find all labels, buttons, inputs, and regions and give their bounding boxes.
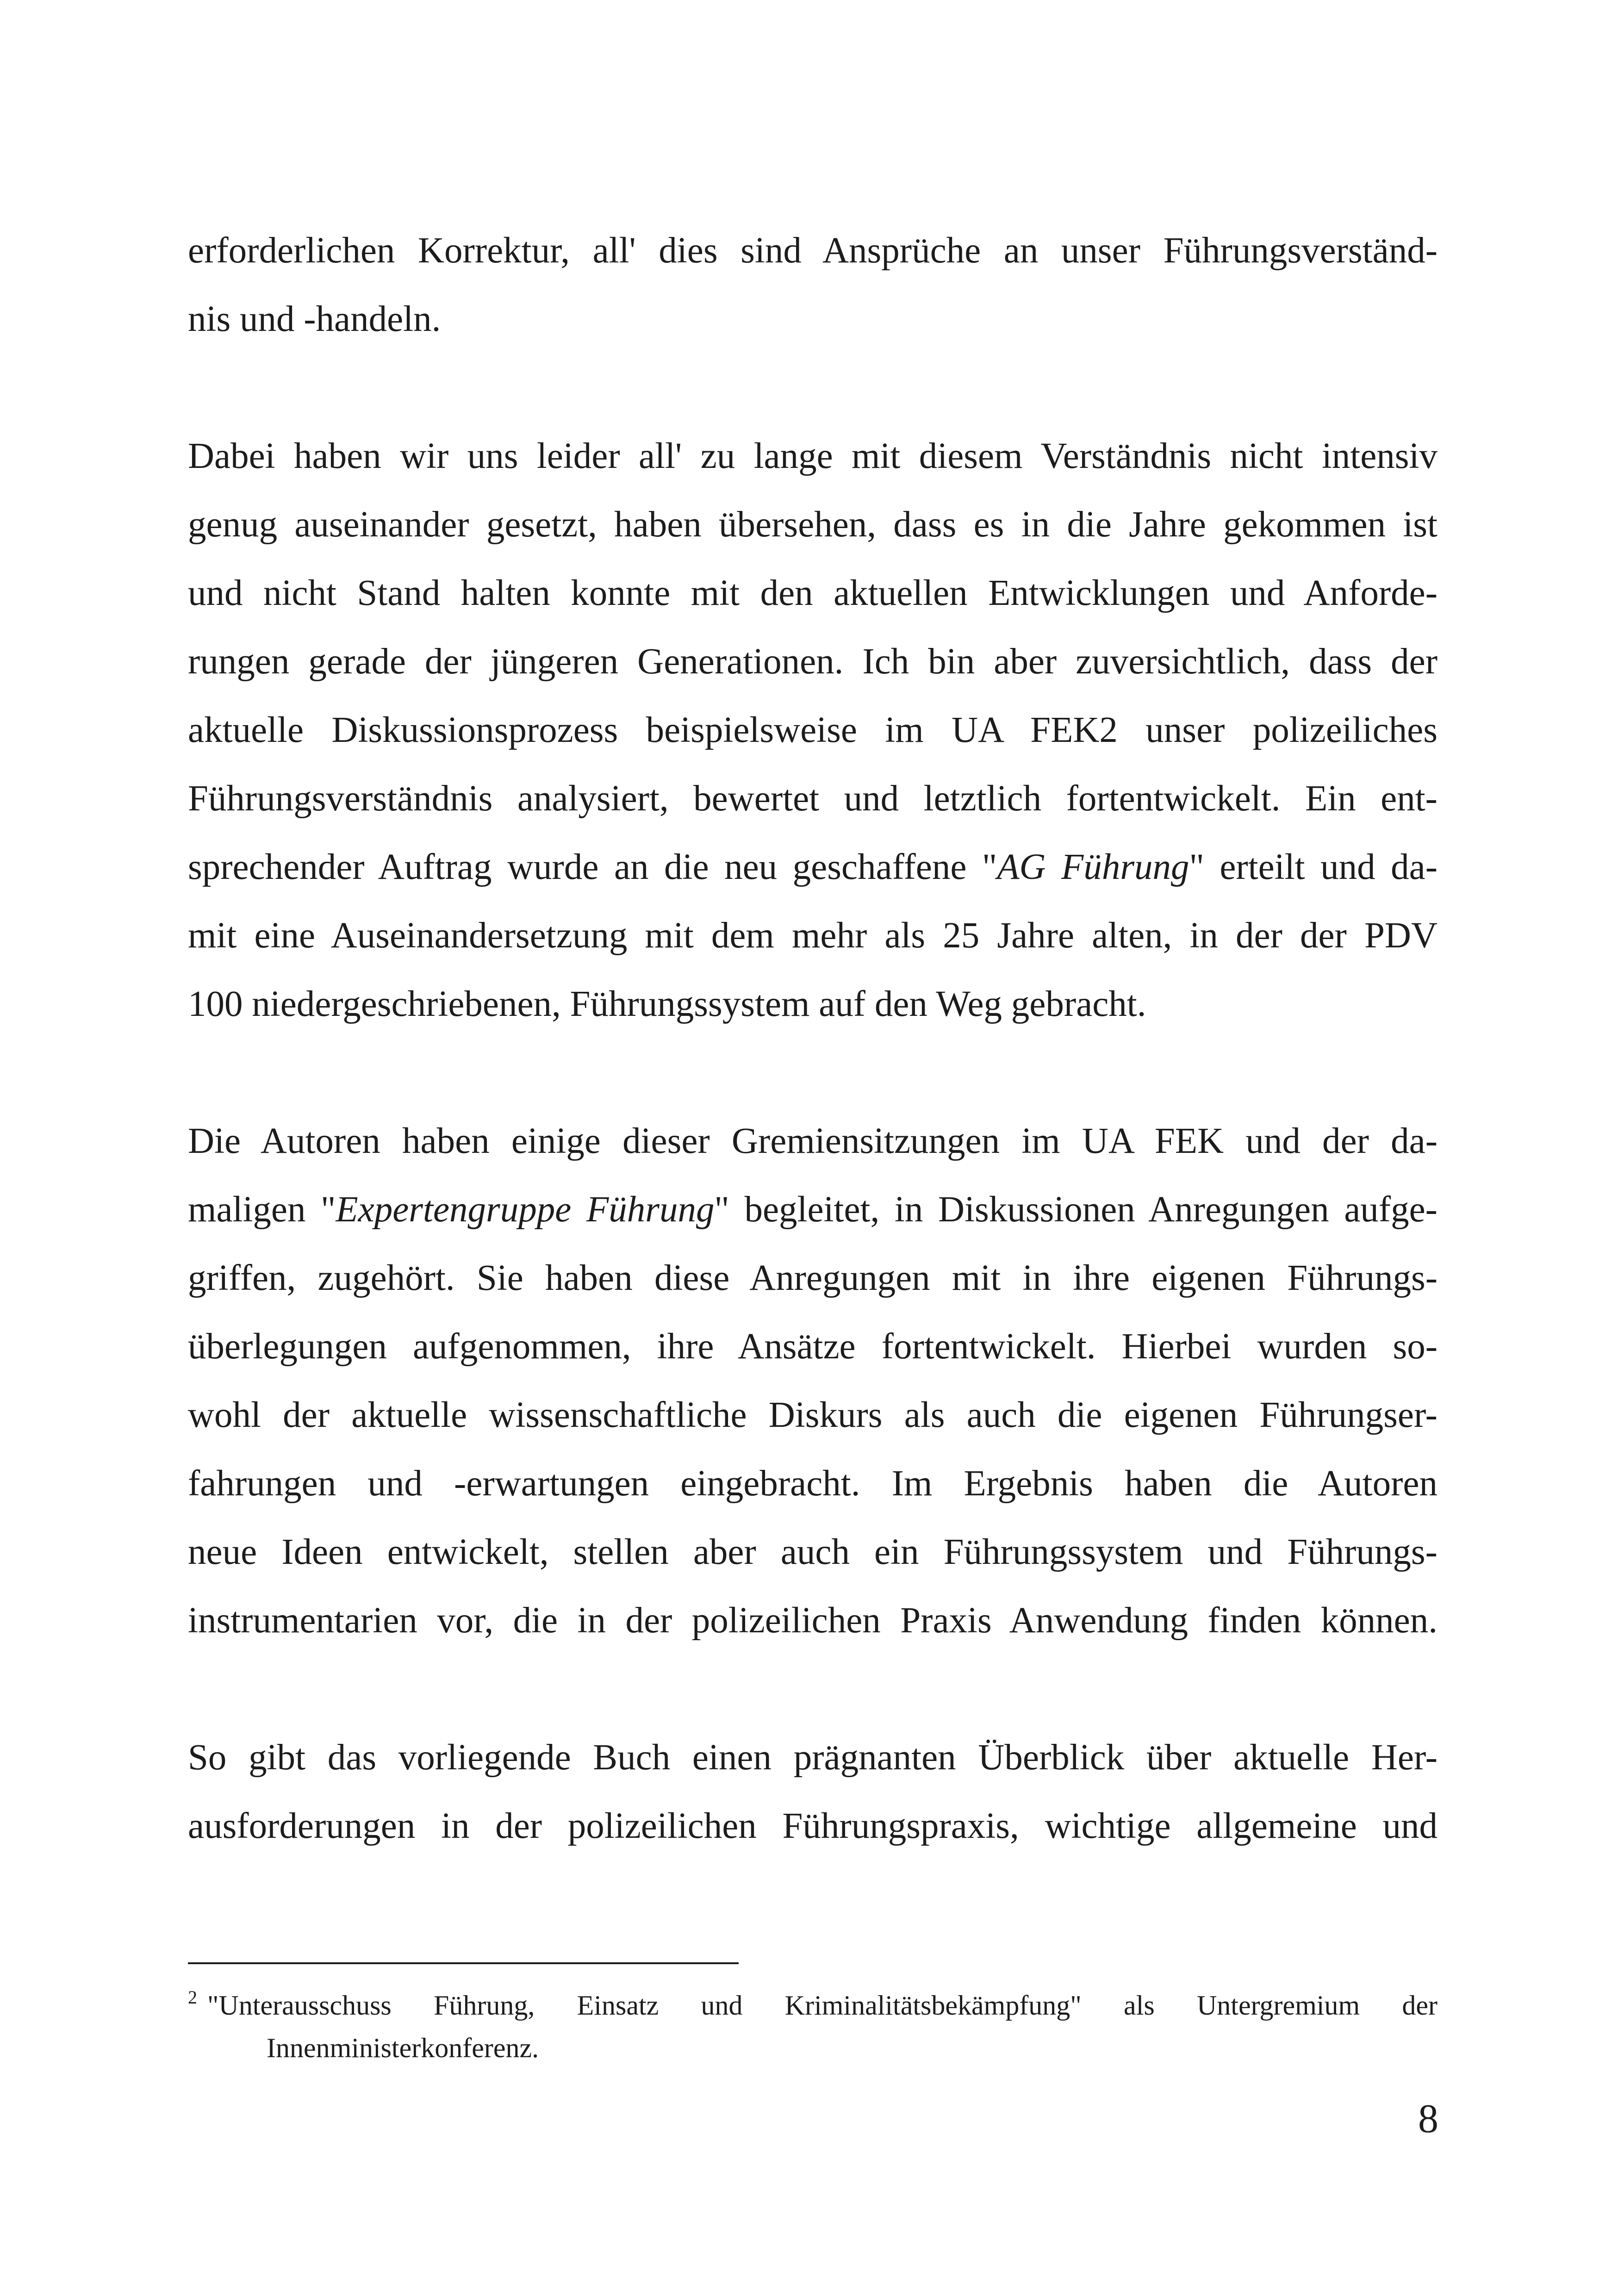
paragraph-3 [188, 1107, 1438, 1655]
italic-term: Expertengruppe Führung [336, 1189, 715, 1230]
footnote-line [188, 1976, 1438, 2027]
text-line: instrumentarien vor, die in der polizeilichen Praxis Anwendung finden können. [188, 1600, 1438, 1641]
text-line: mit eine Auseinandersetzung mit dem mehr als 25 Jahre alten, in der der PDV [188, 915, 1438, 956]
footnote [188, 1976, 1438, 2069]
text-line: nis und -handeln. [188, 299, 441, 339]
text-line: aktuelle Diskussionsprozess beispielsweise im UA FEK2 unser polizeiliches [188, 710, 1438, 750]
text-line: Die Autoren haben einige dieser Gremiensitzungen im UA FEK und der da- [188, 1121, 1438, 1161]
body-text [188, 217, 1438, 1860]
footnote-marker: 2 [188, 1987, 197, 2008]
text-line: erforderlichen Korrektur, all' dies sind Ansprüche an unser Führungsverständ- [188, 230, 1438, 271]
text-line: 100 niedergeschriebenen, Führungssystem auf den Weg gebracht. [188, 984, 1146, 1024]
italic-term: AG Führung [997, 847, 1189, 887]
text-line: ausforderungen in der polizeilichen Führungspraxis, wichtige allgemeine und [188, 1806, 1438, 1846]
paragraph-gap [188, 354, 1438, 422]
text-line: fahrungen und -erwartungen eingebracht. Im Ergebnis haben die Autoren [188, 1463, 1438, 1504]
paragraph-2 [188, 422, 1438, 1039]
text-segment: sprechender Auftrag wurde an die neu geschaffene " [188, 847, 997, 887]
text-line-with-italic [188, 1176, 1438, 1244]
text-line: überlegungen aufgenommen, ihre Ansätze fortentwickelt. Hierbei wurden so- [188, 1326, 1438, 1367]
paragraph-gap [188, 1039, 1438, 1107]
text-line: neue Ideen entwickelt, stellen aber auch ein Führungssystem und Führungs- [188, 1532, 1438, 1572]
text-segment: " begleitet, in Diskussionen Anregungen aufge- [714, 1189, 1438, 1230]
text-line: genug auseinander gesetzt, haben übersehen, dass es in die Jahre gekommen ist [188, 504, 1438, 545]
page-number: 8 [1418, 2097, 1438, 2141]
text-line: wohl der aktuelle wissenschaftliche Diskurs als auch die eigenen Führungser- [188, 1395, 1438, 1435]
paragraph-1 [188, 217, 1438, 354]
text-line: Dabei haben wir uns leider all' zu lange mit diesem Verständnis nicht intensiv [188, 436, 1438, 476]
text-line: und nicht Stand halten konnte mit den aktuellen Entwicklungen und Anforde- [188, 573, 1438, 613]
text-line-with-italic [188, 833, 1438, 902]
text-line: So gibt das vorliegende Buch einen prägnanten Überblick über aktuelle Her- [188, 1737, 1438, 1778]
paragraph-gap [188, 1655, 1438, 1724]
text-segment: " erteilt und da- [1189, 847, 1438, 887]
footnote-line: Innenministerkonferenz. [267, 2033, 539, 2063]
text-line: Führungsverständnis analysiert, bewertet und letztlich fortentwickelt. Ein ent- [188, 778, 1438, 819]
text-segment: maligen " [188, 1189, 336, 1230]
paragraph-4 [188, 1724, 1438, 1860]
text-line: griffen, zugehört. Sie haben diese Anregungen mit in ihre eigenen Führungs- [188, 1258, 1438, 1298]
text-line: rungen gerade der jüngeren Generationen. Ich bin aber zuversichtlich, dass der [188, 641, 1438, 682]
footnote-text: "Unterausschuss Führung, Einsatz und Kriminalitätsbekämpfung" als Untergremium der [207, 1990, 1438, 2021]
footnote-divider [188, 1962, 739, 1964]
